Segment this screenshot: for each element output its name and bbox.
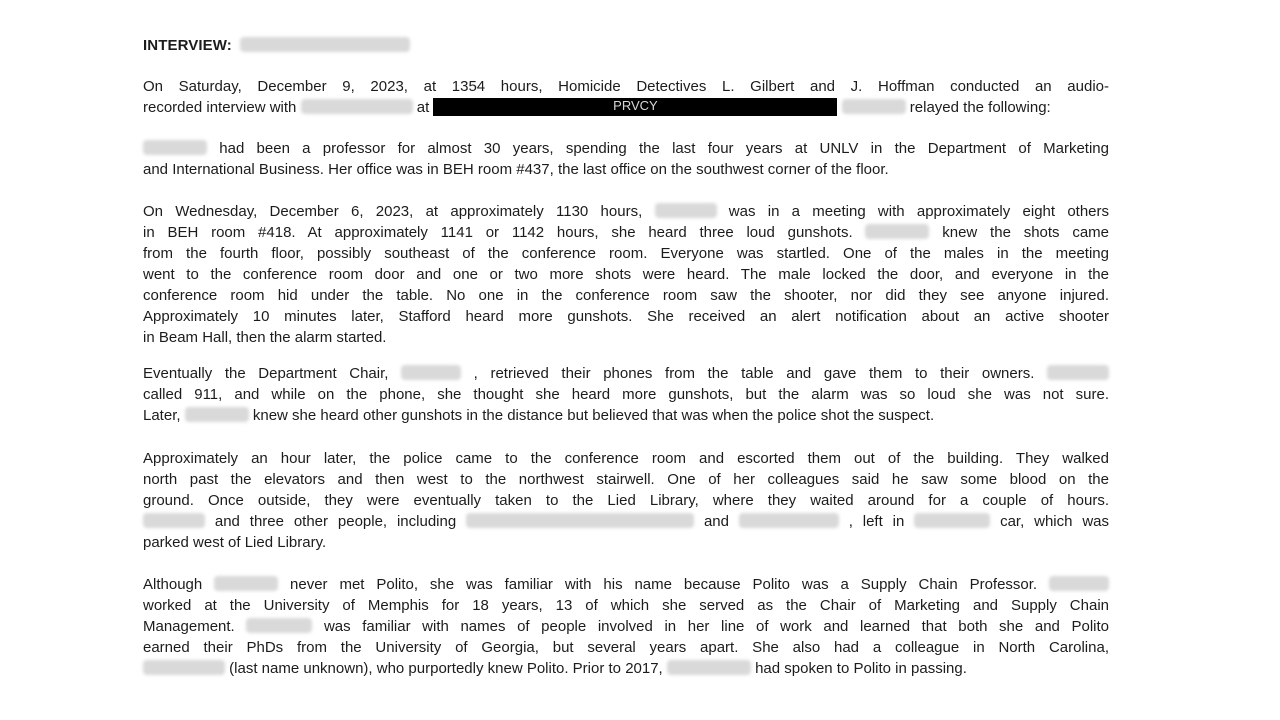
redacted-name <box>842 99 906 114</box>
text-line: Management. was familiar with names of people involved in her line of work and learned that both she and Polito <box>143 618 1109 635</box>
text-line: ground. Once outside, they were eventually taken to the Lied Library, where they waited around for a couple of hours. <box>143 492 1109 509</box>
redacted-name <box>214 576 278 591</box>
redacted-name <box>739 513 839 528</box>
redacted-name <box>143 660 225 675</box>
text-line: had been a professor for almost 30 years, spending the last four years at UNLV in the Department of Marketing <box>143 138 1109 159</box>
text-line: worked at the University of Memphis for 18 years, 13 of which she served as the Chair of Marketing and Supply Chain <box>143 597 1109 614</box>
text-line: Eventually the Department Chair, , retrieved their phones from the table and gave them to their owners. <box>143 363 1109 384</box>
redacted-name <box>185 407 249 422</box>
redacted-name <box>301 99 413 114</box>
text-line: Approximately 10 minutes later, Stafford heard more gunshots. She received an alert notification about an active shooter <box>143 308 1109 325</box>
text-line: Later, knew she heard other gunshots in the distance but believed that was when the police shot the suspect. <box>143 407 935 424</box>
text-line: recorded interview with at PRVCY relayed the following: <box>143 97 1051 116</box>
text-line: Approximately an hour later, the police came to the conference room and escorted them out of the building. They walked <box>143 450 1109 467</box>
text-line: earned their PhDs from the University of Georgia, but several years apart. She also had a colleague in North Carolina, <box>143 639 1109 656</box>
redacted-name <box>466 513 694 528</box>
text-line: went to the conference room door and one or two more shots were heard. The male locked the door, and everyone in the <box>143 266 1109 283</box>
privacy-redaction-bar: PRVCY <box>433 98 837 116</box>
redacted-name <box>865 224 929 239</box>
redacted-name <box>143 140 207 155</box>
redacted-name <box>1049 576 1109 591</box>
text-line: Although never met Polito, she was familiar with his name because Polito was a Supply Chain Professor. <box>143 574 1109 595</box>
text-line: north past the elevators and then west to the northwest stairwell. One of her colleagues said he saw some blood on the <box>143 471 1109 488</box>
redacted-name <box>240 37 410 52</box>
paragraph-2 <box>143 138 1109 180</box>
redacted-name <box>667 660 751 675</box>
text-line: and International Business. Her office was in BEH room #437, the last office on the southwest corner of the floor. <box>143 161 889 178</box>
text-line: On Saturday, December 9, 2023, at 1354 hours, Homicide Detectives L. Gilbert and J. Hoffman conducted an audio- <box>143 78 1109 95</box>
redacted-name <box>655 203 717 218</box>
text-line: and three other people, including and , left in car, which was <box>143 511 1109 532</box>
paragraph-1 <box>143 76 1109 118</box>
text-line: in BEH room #418. At approximately 1141 or 1142 hours, she heard three loud gunshots. knew the shots came <box>143 224 1110 241</box>
paragraph-3 <box>143 201 1109 348</box>
redacted-name <box>246 618 312 633</box>
text-line: called 911, and while on the phone, she thought she heard more gunshots, but the alarm was so loud she was not sure. <box>143 386 1109 403</box>
redacted-name <box>143 513 205 528</box>
interview-heading: INTERVIEW: <box>143 37 410 54</box>
text-line: from the fourth floor, possibly southeast of the conference room. Everyone was startled. One of the males in the meeting <box>143 245 1109 262</box>
text-line: On Wednesday, December 6, 2023, at approximately 1130 hours, was in a meeting with approximately eight others <box>143 203 1110 220</box>
text-line: conference room hid under the table. No one in the conference room saw the shooter, nor did they see anyone injured. <box>143 287 1109 304</box>
text-line: (last name unknown), who purportedly knew Polito. Prior to 2017, had spoken to Polito in passing. <box>143 658 1109 679</box>
redacted-name <box>1047 365 1109 380</box>
paragraph-6 <box>143 574 1109 679</box>
text-line: in Beam Hall, then the alarm started. <box>143 329 387 346</box>
redacted-name <box>914 513 990 528</box>
text-line: parked west of Lied Library. <box>143 534 327 551</box>
paragraph-5 <box>143 448 1109 553</box>
redacted-name <box>401 365 461 380</box>
paragraph-4 <box>143 363 1109 426</box>
